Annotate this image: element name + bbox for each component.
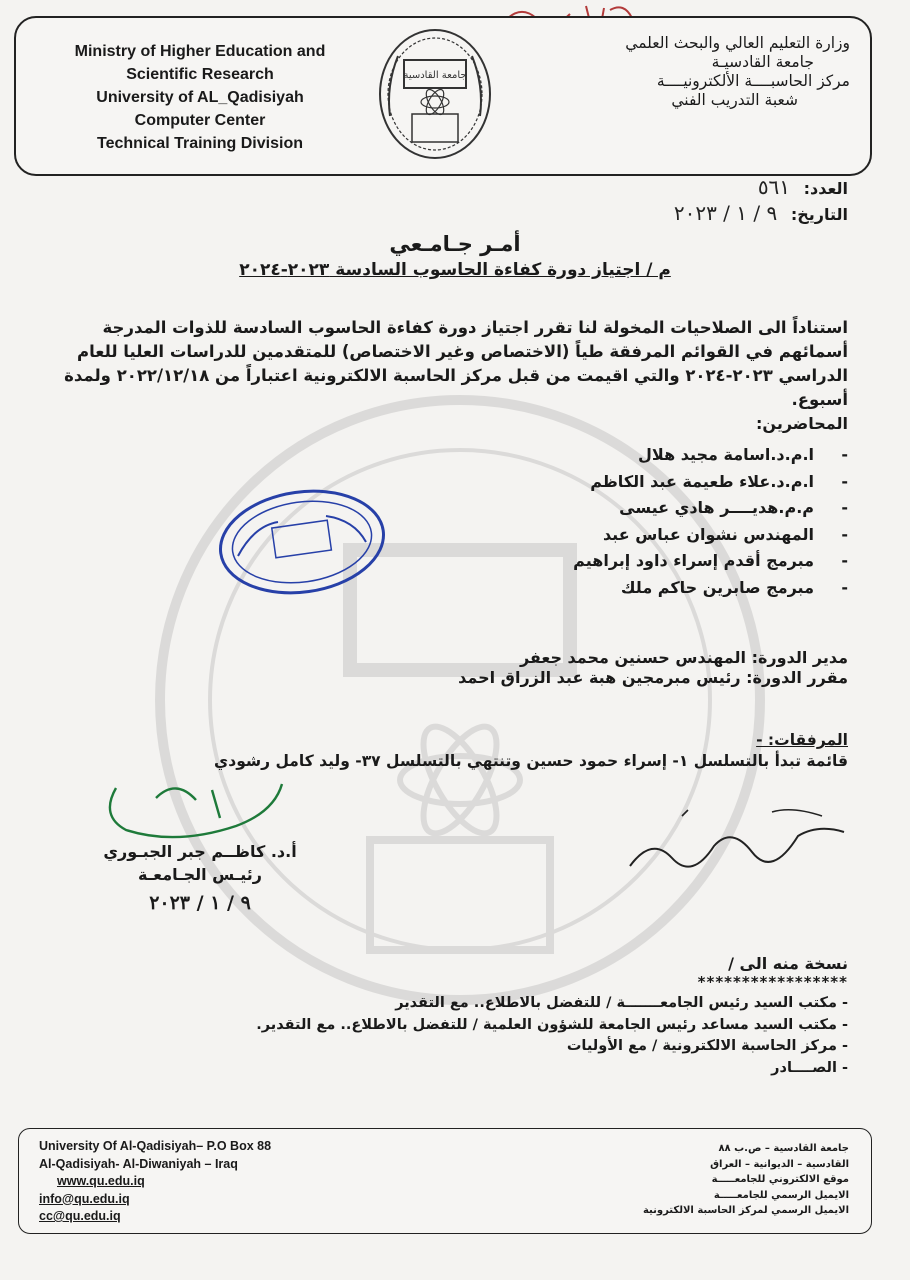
letterhead-arabic <box>560 34 850 110</box>
footer-email-link[interactable]: info@qu.edu.iq <box>39 1191 130 1206</box>
copies-list <box>228 993 848 1079</box>
footer-address: University Of Al-Qadisiyah– P.O Box 88 <box>39 1139 272 1153</box>
lecturer-name: المهندس نشوان عباس عبد <box>602 524 814 544</box>
list-item: -م.م.هديــــر هادي عيسى <box>619 498 848 517</box>
list-item: - الصــــادر <box>771 1059 848 1076</box>
order-body: استناداً الى الصلاحيات المخولة لنا تقرر اجتياز دورة كفاءة الحاسوب السادسة للذوات المدرجة أسمائهم في القوائم المرفقة طياً (الاختصاص وغير الاختصاص) للمتقدمين للدراسات العليا للعام الدراسي ٢٠٢٣-٢٠٢٤ والتي اقيمت من قبل مركز الحاسبة الالكترونية اعتباراً من ٢٠٢٢/١٢/١٨ ولمدة أسبوع. <box>64 318 848 409</box>
footer-english <box>39 1138 359 1226</box>
letter-footer <box>18 1128 872 1234</box>
footer-ar-line: الايميل الرسمي لمركز الحاسبة الالكترونية <box>642 1205 849 1216</box>
footer-arabic <box>589 1141 849 1219</box>
date-label: التاريخ: <box>790 205 848 224</box>
letterhead-ar-line: مركز الحاسبــــة الألكترونيــــة <box>656 72 850 90</box>
letterhead-en-line: Computer Center <box>134 112 266 129</box>
list-item: -المهندس نشوان عباس عبد <box>602 524 848 544</box>
logo-text: جامعة القادسية <box>403 70 467 81</box>
footer-email-cc-link[interactable]: cc@qu.edu.iq <box>39 1209 121 1223</box>
president-block <box>80 842 320 914</box>
official-stamp <box>214 486 390 598</box>
list-item: -مبرمج صابرين حاكم ملك <box>620 577 848 597</box>
course-reporter: مقرر الدورة: رئيس مبرمجين هبة عبد الزراق احمد <box>458 668 848 687</box>
list-item: -ا.م.د.اسامة مجيد هلال <box>638 445 848 464</box>
document-number <box>674 175 848 201</box>
letterhead-en-line: University of AL_Qadisiyah <box>96 89 304 106</box>
letterhead <box>14 16 872 176</box>
letterhead-en-line: Ministry of Higher Education and <box>74 43 326 60</box>
letterhead-ar-line: جامعة القادسيـة <box>711 53 814 71</box>
attachments-text: قائمة تبدأ بالتسلسل ١- إسراء حمود حسين وتنتهي بالتسلسل ٣٧- وليد كامل رشودي <box>214 752 848 770</box>
letterhead-ar-line: وزارة التعليم العالي والبحث العلمي <box>625 34 850 52</box>
list-item: - مركز الحاسبة الالكترونية / مع الأوليات <box>566 1038 848 1054</box>
attachments-label: المرفقات: - <box>756 731 848 749</box>
list-item: - مكتب السيد مساعد رئيس الجامعة للشؤون العلمية / للتفضل بالاطلاع.. مع التقدير. <box>256 1016 848 1033</box>
president-name: أ.د. كاظــم جبر الجبـوري <box>103 842 297 861</box>
order-subject: م / اجتياز دورة كفاءة الحاسوب السادسة ٢٠٢٣-٢٠٢٤ <box>239 260 671 280</box>
footer-ar-line: القادسية – الديوانية – العراق <box>710 1158 849 1170</box>
course-manager: مدير الدورة: المهندس حسنين محمد جعفر <box>519 648 848 667</box>
footer-ar-line: موقع الالكتروني للجامعـــــة <box>711 1174 849 1185</box>
lecturer-name: ا.م.د.اسامة مجيد هلال <box>638 445 814 464</box>
list-item: - مكتب السيد رئيس الجامعـــــــة / للتفضل بالاطلاع.. مع التقدير <box>395 995 848 1011</box>
lecturer-name: مبرمج صابرين حاكم ملك <box>620 577 814 597</box>
lecturers-list <box>488 442 848 601</box>
document-meta <box>674 175 848 227</box>
footer-ar-line: الايميل الرسمي للجامعـــــة <box>713 1189 849 1201</box>
lecturer-name: ا.م.د.علاء طعيمة عبد الكاظم <box>590 471 814 491</box>
list-item: -ا.م.د.علاء طعيمة عبد الكاظم <box>590 471 848 491</box>
footer-city: Al-Qadisiyah- Al-Diwaniyah – Iraq <box>39 1156 238 1171</box>
letterhead-en-line: Technical Training Division <box>97 135 303 152</box>
letterhead-english <box>50 40 350 155</box>
lecturers-label: المحاضرين: <box>756 414 848 433</box>
letterhead-en-line: Scientific Research <box>126 66 274 83</box>
footer-website-link[interactable]: www.qu.edu.iq <box>57 1174 145 1188</box>
date-value: ٩ / ١ / ٢٠٢٣ <box>673 201 778 225</box>
order-heading: أمـر جـامـعي <box>389 232 521 256</box>
president-signature <box>96 768 288 848</box>
number-label: العدد: <box>803 179 848 198</box>
footer-ar-line: جامعة القادسية – ص.ب ٨٨ <box>718 1143 849 1154</box>
lecturer-name: مبرمج أقدم إسراء داود إبراهيم <box>573 551 814 570</box>
president-title: رئيـس الجـامعـة <box>137 865 262 884</box>
list-item: -مبرمج أقدم إسراء داود إبراهيم <box>573 551 848 570</box>
document-date <box>674 201 848 227</box>
course-staff <box>458 648 848 688</box>
lecturer-name: م.م.هديــــر هادي عيسى <box>619 498 814 517</box>
copies-divider: ***************** <box>697 973 848 991</box>
university-logo <box>376 26 494 162</box>
president-date: ٩ / ١ / ٢٠٢٣ <box>149 892 251 914</box>
letterhead-ar-line: شعبة التدريب الفني <box>671 91 798 109</box>
lecturer-signature <box>622 796 852 884</box>
order-title <box>140 232 770 280</box>
copies-label: نسخة منه الى / <box>728 954 848 973</box>
number-value: ٥٦١ <box>757 175 791 199</box>
